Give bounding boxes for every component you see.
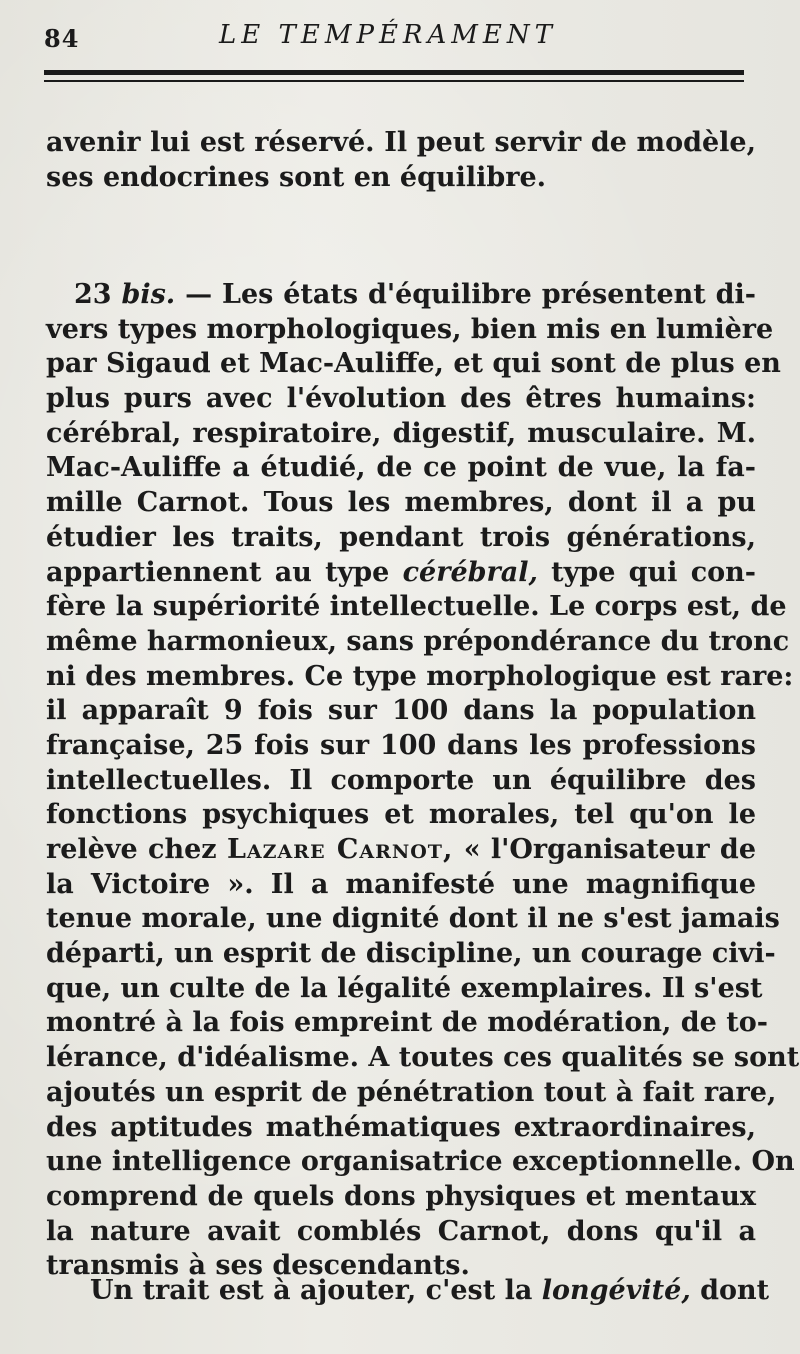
text-line: [46, 556, 756, 591]
text-line: plus purs avec l'évolution des êtres humains:: [46, 383, 756, 415]
text-line: cérébral, respiratoire, digestif, musculaire. M.: [46, 417, 756, 449]
text-line: tenue morale, une dignité dont il ne s'est jamais: [46, 903, 780, 935]
text-span: appartiennent au type: [46, 556, 390, 588]
text-line: [46, 1274, 770, 1309]
paragraph-number: 23: [74, 279, 112, 310]
text-line: française, 25 fois sur 100 dans les professions: [46, 729, 756, 761]
text-line: que, un culte de la légalité exemplaires. Il s'est: [46, 972, 763, 1004]
text-line: mille Carnot. Tous les membres, dont il a pu: [46, 487, 756, 519]
running-title: LE TEMPÉRAMENT: [219, 20, 557, 50]
text-line: il apparaît 9 fois sur 100 dans la population: [46, 695, 756, 727]
main-paragraph: [46, 278, 800, 1284]
text-line: une intelligence organisatrice exceptionnelle. On: [46, 1146, 795, 1178]
text-line: [46, 278, 756, 313]
text-line: par Sigaud et Mac-Auliffe, et qui sont de plus en: [46, 348, 781, 380]
text-line: avenir lui est réservé. Il peut servir de modèle,: [46, 127, 756, 158]
text-line: comprend de quels dons physiques et mentaux: [46, 1180, 756, 1212]
text-line: ni des membres. Ce type morphologique est rare:: [46, 660, 794, 692]
text-line: transmis à ses descendants.: [46, 1250, 470, 1282]
text-line: la Victoire ». Il a manifesté une magnifique: [46, 868, 756, 900]
text-line: fère la supériorité intellectuelle. Le corps est, de: [46, 591, 787, 623]
bottom-paragraph: [46, 1274, 770, 1309]
text-line: départi, un esprit de discipline, un courage civi-: [46, 938, 776, 970]
text-line: vers types morphologiques, bien mis en lumière: [46, 313, 774, 345]
text-line: ses endocrines sont en équilibre.: [46, 161, 547, 193]
text-span: relève chez: [46, 834, 217, 865]
text-line: même harmonieux, sans prépondérance du tronc: [46, 625, 790, 657]
page-number: 84: [44, 24, 80, 53]
text-line: étudier les traits, pendant trois générations,: [46, 521, 756, 553]
text-span: type qui con-: [551, 556, 756, 588]
text-line: ajoutés un esprit de pénétration tout à fait rare,: [46, 1076, 777, 1108]
text-line: fonctions psychiques et morales, tel qu'on le: [46, 799, 756, 831]
text-line: Mac-Auliffe a étudié, de ce point de vue, la fa-: [46, 452, 756, 484]
page-header: [44, 18, 744, 58]
italic-term: longévité,: [541, 1275, 691, 1306]
text-span: Un trait est à ajouter, c'est la: [90, 1275, 533, 1306]
paragraph-number-suffix: bis.: [121, 279, 176, 310]
text-span: dont: [700, 1275, 770, 1306]
small-caps-name: Lazare Carnot,: [226, 834, 454, 865]
text-line: la nature avait comblés Carnot, dons qu'il a: [46, 1215, 756, 1247]
text-line: intellectuelles. Il comporte un équilibre des: [46, 764, 756, 796]
top-paragraph: [46, 126, 756, 195]
text-line: lérance, d'idéalisme. A toutes ces qualités se sont: [46, 1042, 800, 1074]
text-span: « l'Organisateur de: [463, 834, 756, 865]
header-rule-thin: [44, 80, 744, 82]
text-line: montré à la fois empreint de modération, de to-: [46, 1007, 768, 1039]
header-rule-thick: [44, 70, 744, 75]
text-span: — Les états d'équilibre présentent di-: [185, 279, 756, 310]
text-line: [46, 833, 756, 868]
text-line: des aptitudes mathématiques extraordinaires,: [46, 1111, 756, 1143]
italic-term: cérébral,: [402, 556, 538, 588]
